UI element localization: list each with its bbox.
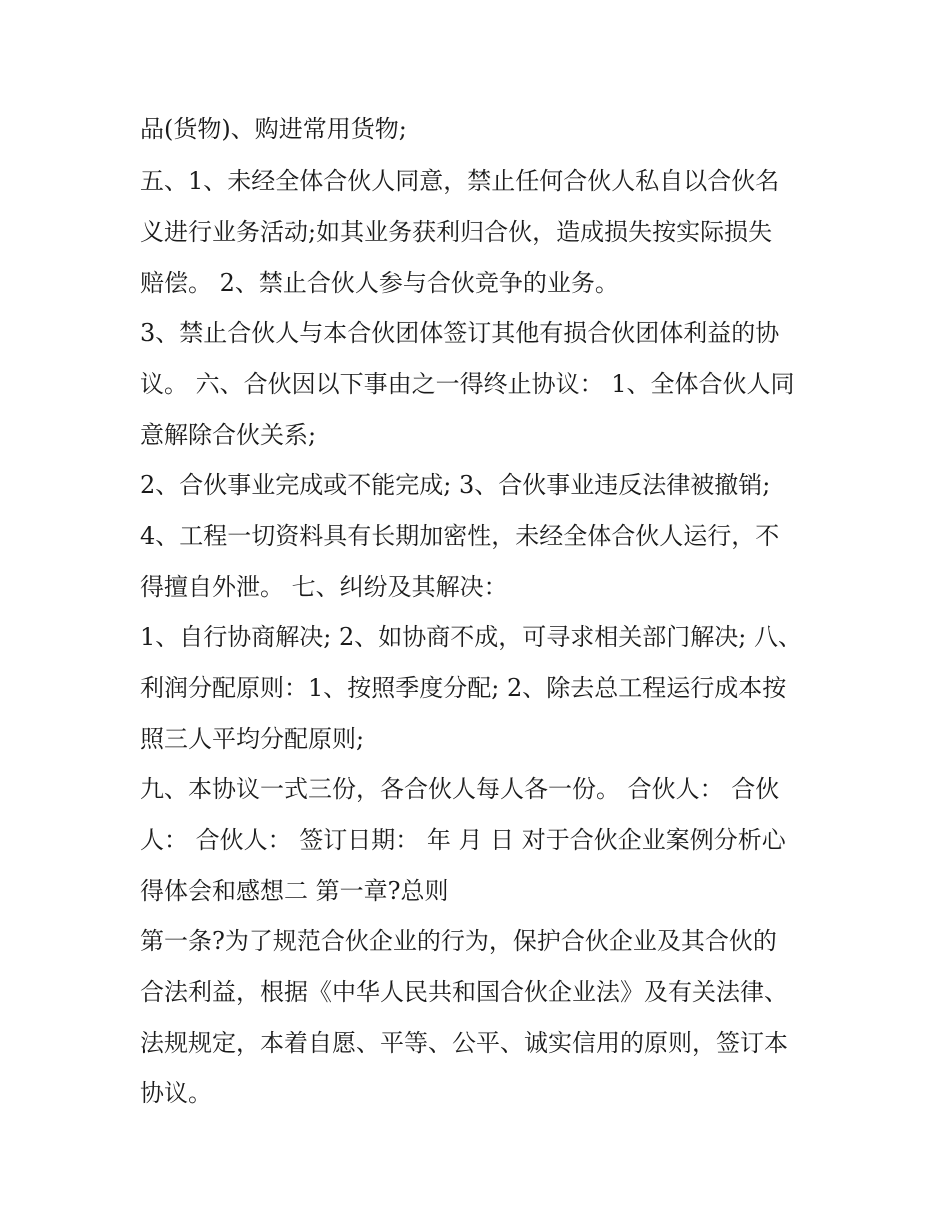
text-line: 人： 合伙人： 签订日期： 年 月 日 对于合伙企业案例分析心 xyxy=(140,826,786,854)
text-line: 合法利益，根据《中华人民共和国合伙企业法》及有关法律、 xyxy=(140,978,788,1006)
text-line: 意解除合伙关系; xyxy=(140,421,317,449)
text-line: 赔偿。 2、禁止合伙人参与合伙竞争的业务。 xyxy=(140,269,619,297)
text-line: 第一条?为了规范合伙企业的行为，保护合伙企业及其合伙的 xyxy=(140,927,777,955)
text-line: 1、自行协商解决; 2、如协商不成，可寻求相关部门解决; 八、 xyxy=(140,623,802,651)
text-line: 九、本协议一式三份，各合伙人每人各一份。 合伙人： 合伙 xyxy=(140,775,780,803)
text-line: 法规规定，本着自愿、平等、公平、诚实信用的原则，签订本 xyxy=(140,1029,788,1057)
text-line: 协议。 xyxy=(140,1079,212,1107)
text-line: 议。 六、合伙因以下事由之一得终止协议： 1、全体合伙人同 xyxy=(140,370,795,398)
text-line: 得擅自外泄。 七、纠纷及其解决： xyxy=(140,573,508,601)
text-line: 照三人平均分配原则; xyxy=(140,725,365,753)
text-line: 义进行业务活动;如其业务获利归合伙，造成损失按实际损失 xyxy=(140,218,773,246)
text-line: 2、合伙事业完成或不能完成; 3、合伙事业违反法律被撤销; xyxy=(140,471,771,499)
text-line: 3、禁止合伙人与本合伙团体签订其他有损合伙团体利益的协 xyxy=(140,319,780,347)
text-line: 得体会和感想二 第一章?总则 xyxy=(140,877,449,905)
text-line: 利润分配原则：1、按照季度分配; 2、除去总工程运行成本按 xyxy=(140,674,787,702)
text-line: 五、1、未经全体合伙人同意，禁止任何合伙人私自以合伙名 xyxy=(140,167,780,195)
text-line: 品(货物)、购进常用货物; xyxy=(140,115,407,143)
text-line: 4、工程一切资料具有长期加密性，未经全体合伙人运行，不 xyxy=(140,522,780,550)
